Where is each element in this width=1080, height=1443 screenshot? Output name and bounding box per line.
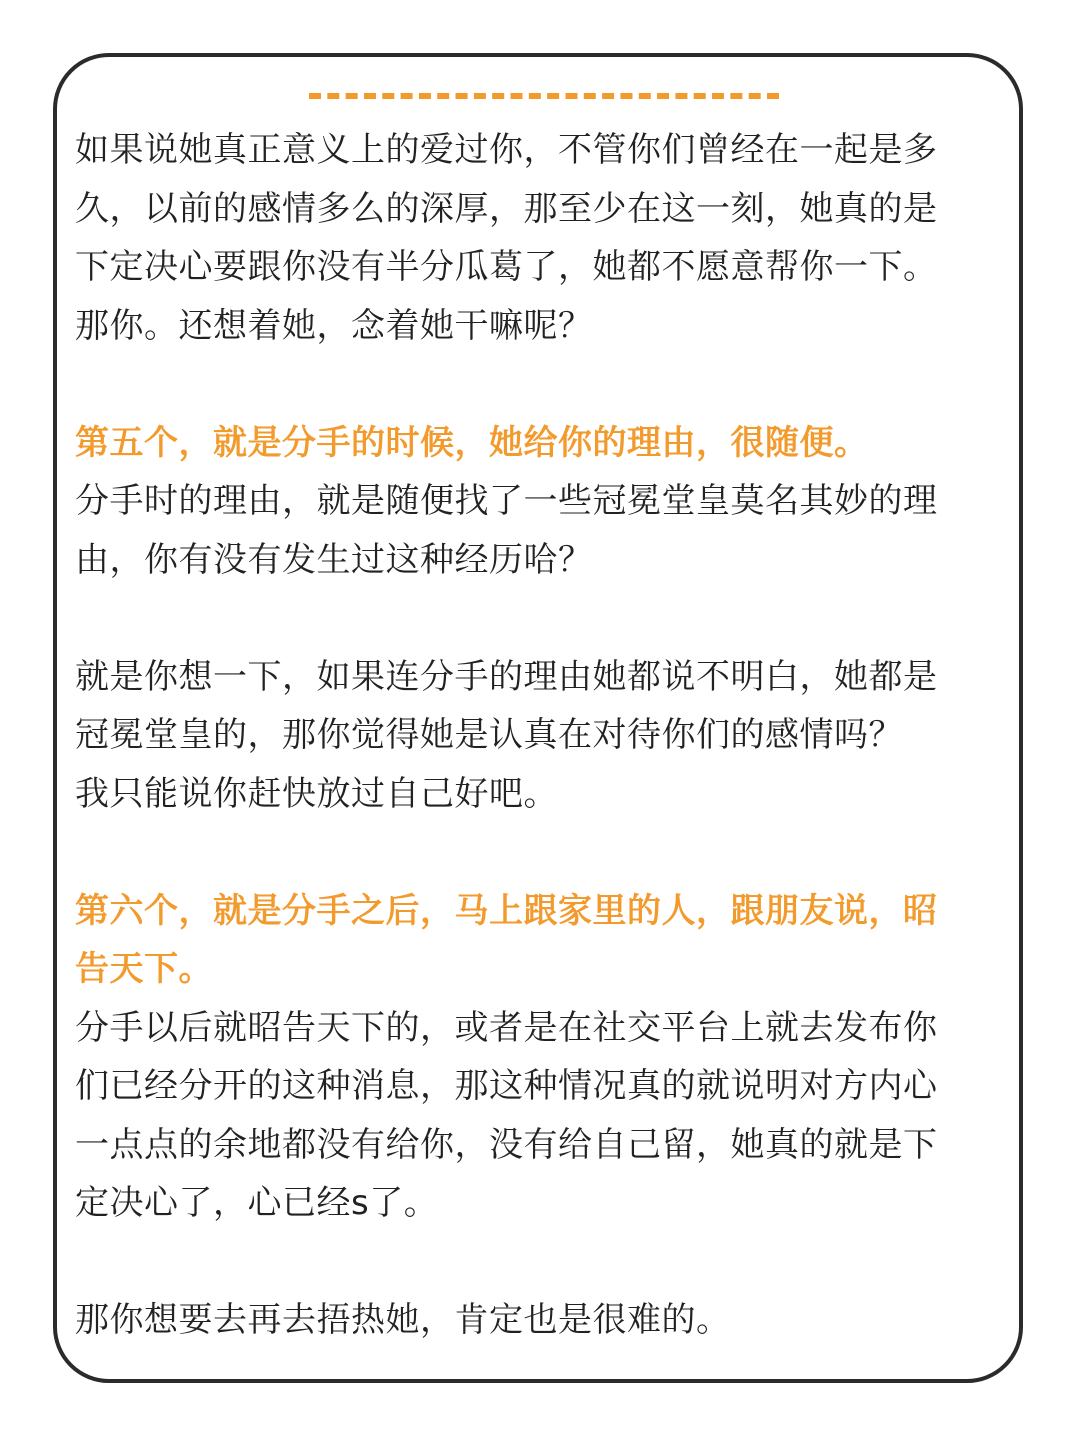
section-heading-6: 第六个，就是分手之后，马上跟家里的人，跟朋友说，昭 告天下。 — [75, 890, 938, 989]
paragraph-think: 就是你想一下，如果连分手的理由她都说不明白，她都是 冠冕堂皇的，那你觉得她是认真在对待你们的感情吗？ 我只能说你赶快放过自己好吧。 — [75, 656, 938, 814]
paragraph-spacer — [75, 355, 995, 414]
section-heading-5: 第五个，就是分手的时候，她给你的理由，很随便。 — [75, 422, 869, 463]
paragraph-conclusion: 那你想要去再去捂热她，肯定也是很难的。 — [75, 1300, 731, 1340]
paragraph-spacer — [75, 589, 995, 648]
article-body — [75, 121, 995, 1350]
paragraph-spacer — [75, 1233, 995, 1292]
paragraph-breakup-reason: 分手时的理由，就是随便找了一些冠冕堂皇莫名其妙的理 由，你有没有发生过这种经历哈？ — [75, 481, 938, 580]
paragraph-intro: 如果说她真正意义上的爱过你，不管你们曾经在一起是多 久，以前的感情多么的深厚，那至少在这一刻，她真的是 下定决心要跟你没有半分瓜葛了，她都不愿意帮你一下。 那你。还想着她，念着她干嘛呢？ — [75, 130, 938, 346]
content-card — [53, 53, 1023, 1383]
decorative-dashed-divider — [309, 93, 779, 99]
paragraph-spacer — [75, 823, 995, 882]
paragraph-announce: 分手以后就昭告天下的，或者是在社交平台上就去发布你 们已经分开的这种消息，那这种情况真的就说明对方内心 一点点的余地都没有给你，没有给自己留，她真的就是下 定决心了，心已经s了。 — [75, 1007, 938, 1223]
